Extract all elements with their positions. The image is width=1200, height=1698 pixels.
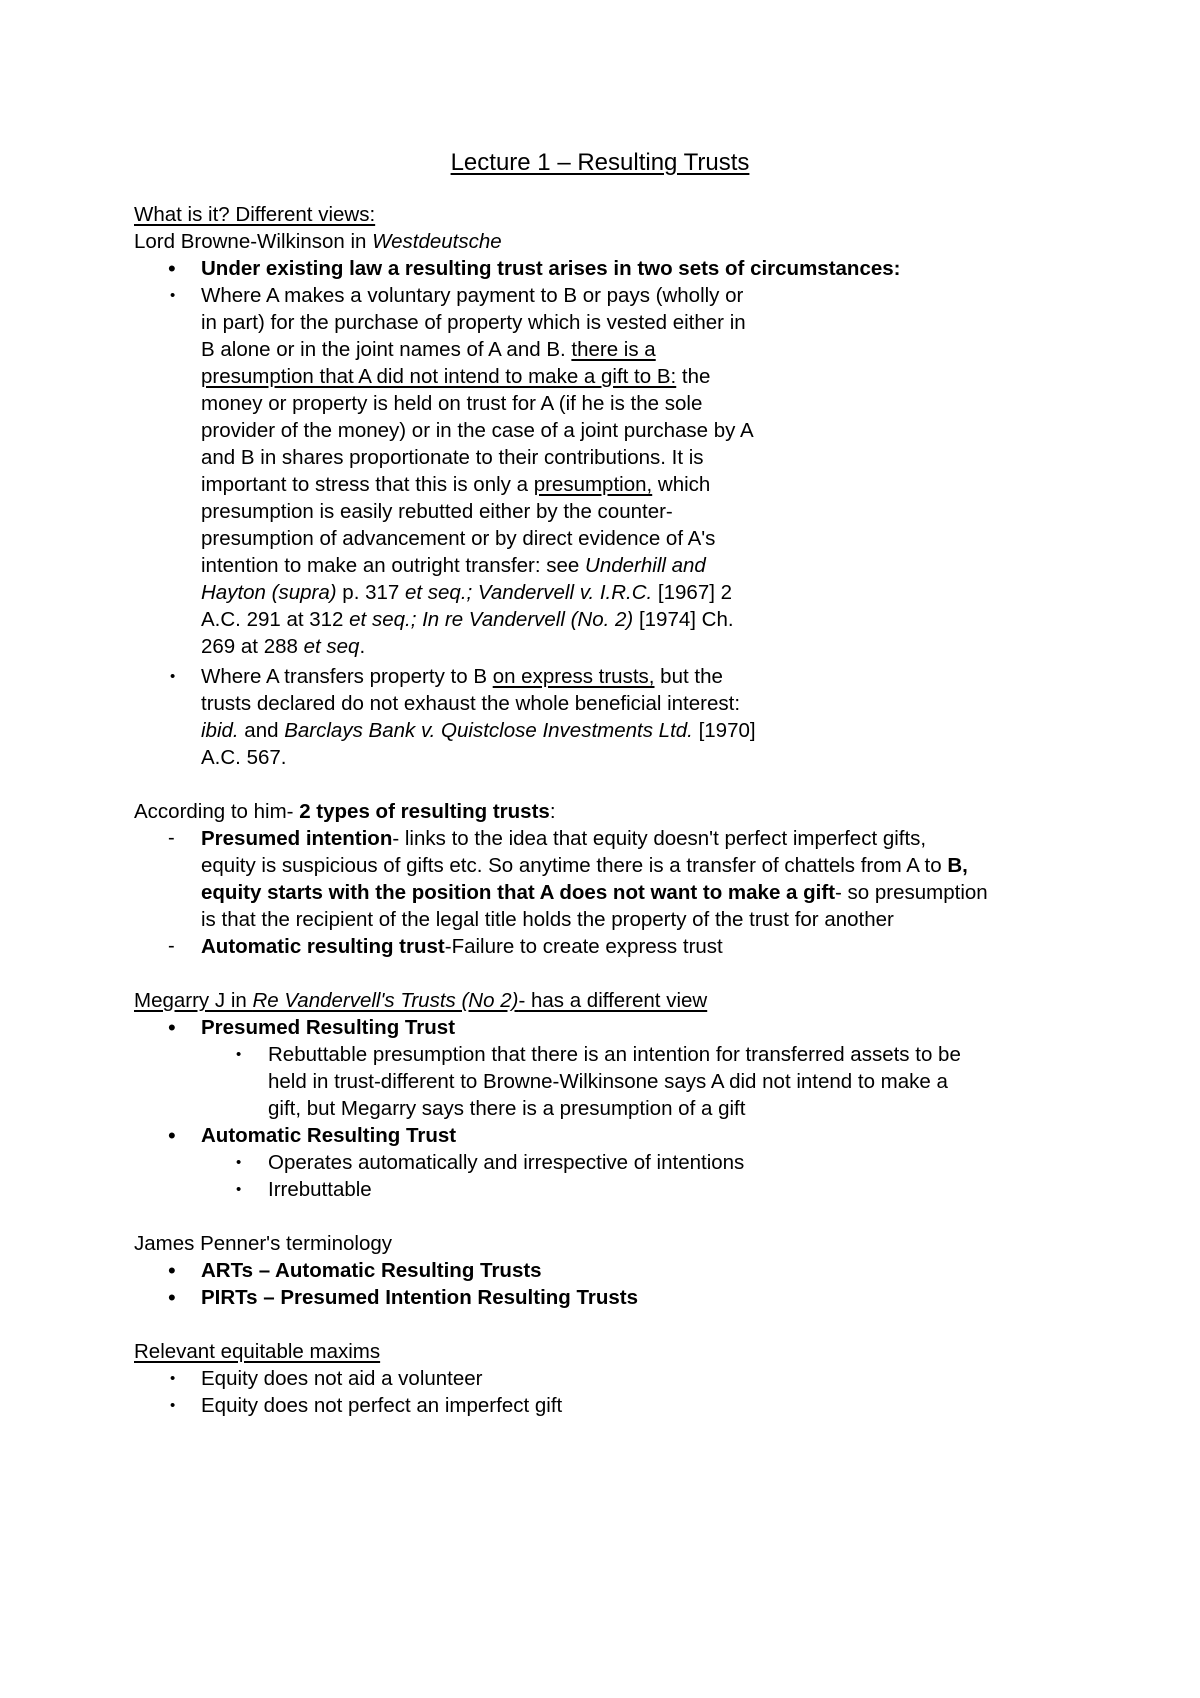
bullet-item: PIRTs – Presumed Intention Resulting Trusts	[201, 1286, 639, 1309]
small-bullet-icon: •	[236, 1181, 242, 1198]
section-heading-penner: James Penner's terminology	[134, 1232, 393, 1255]
text-line: in part) for the purchase of property which is vested either in	[201, 311, 746, 334]
text-line: intention to make an outright transfer: see Underhill and	[201, 554, 706, 577]
section-heading-megarry: Megarry J in Re Vandervell's Trusts (No 2)- has a different view	[134, 989, 708, 1012]
according-to-him-line: According to him- 2 types of resulting trusts:	[134, 800, 556, 823]
text-line: Operates automatically and irrespective of intentions	[268, 1151, 745, 1174]
text-line: gift, but Megarry says there is a presumption of a gift	[268, 1097, 746, 1120]
bullet-icon: •	[168, 1285, 176, 1310]
section-heading-maxims: Relevant equitable maxims	[134, 1340, 381, 1363]
small-bullet-icon: •	[170, 1370, 176, 1387]
bullet-icon: •	[168, 1123, 176, 1148]
case-name: Westdeutsche	[372, 230, 502, 253]
text-line: Rebuttable presumption that there is an intention for transferred assets to be	[268, 1043, 961, 1066]
text-line: provider of the money) or in the case of a joint purchase by A	[201, 419, 754, 442]
text-line: presumption that A did not intend to make a gift to B: the	[201, 365, 711, 388]
text-line: 269 at 288 et seq.	[201, 635, 366, 658]
bullet-item: Presumed Resulting Trust	[201, 1016, 456, 1039]
small-bullet-icon: •	[170, 1397, 176, 1414]
section-heading-what-is-it: What is it? Different views:	[134, 203, 376, 226]
text-line: trusts declared do not exhaust the whole beneficial interest:	[201, 692, 741, 715]
text-line: A.C. 291 at 312 et seq.; In re Vandervell (No. 2) [1974] Ch.	[201, 608, 734, 631]
text-line: A.C. 567.	[201, 746, 287, 769]
text-line: ibid. and Barclays Bank v. Quistclose Investments Ltd. [1970]	[201, 719, 756, 742]
text-line: presumption is easily rebutted either by the counter-	[201, 500, 673, 523]
small-bullet-icon: •	[170, 668, 176, 685]
bullet-icon: •	[168, 1015, 176, 1040]
text-line: Where A transfers property to B on express trusts, but the	[201, 665, 723, 688]
text-line: B alone or in the joint names of A and B. there is a	[201, 338, 656, 361]
small-bullet-icon: •	[236, 1154, 242, 1171]
browne-wilkinson-line: Lord Browne-Wilkinson in Westdeutsche	[134, 230, 502, 253]
text-line: Irrebuttable	[268, 1178, 372, 1201]
dash-icon: -	[168, 827, 175, 849]
text-line: held in trust-different to Browne-Wilkinsone says A did not intend to make a	[268, 1070, 948, 1093]
bullet-item: Under existing law a resulting trust arises in two sets of circumstances:	[201, 257, 901, 280]
page-title: Lecture 1 – Resulting Trusts	[450, 149, 750, 176]
text-line: presumption of advancement or by direct evidence of A's	[201, 527, 716, 550]
bullet-item: Equity does not aid a volunteer	[201, 1367, 483, 1390]
text-line: equity starts with the position that A does not want to make a gift- so presumption	[201, 881, 988, 904]
text-line: equity is suspicious of gifts etc. So anytime there is a transfer of chattels from A to B,	[201, 854, 968, 877]
bullet-item: ARTs – Automatic Resulting Trusts	[201, 1259, 542, 1282]
text-line: Automatic resulting trust-Failure to create express trust	[201, 935, 723, 958]
text-line: Presumed intention- links to the idea that equity doesn't perfect imperfect gifts,	[201, 827, 927, 850]
bullet-item: Automatic Resulting Trust	[201, 1124, 457, 1147]
text-line: money or property is held on trust for A (if he is the sole	[201, 392, 703, 415]
small-bullet-icon: •	[170, 287, 176, 304]
text-line: Where A makes a voluntary payment to B or pays (wholly or	[201, 284, 744, 307]
text-line: and B in shares proportionate to their contributions. It is	[201, 446, 704, 469]
text-line: important to stress that this is only a presumption, which	[201, 473, 711, 496]
small-bullet-icon: •	[236, 1046, 242, 1063]
bullet-item: Equity does not perfect an imperfect gift	[201, 1394, 563, 1417]
bullet-icon: •	[168, 1258, 176, 1283]
text-line: is that the recipient of the legal title holds the property of the trust for another	[201, 908, 894, 931]
bullet-icon: •	[168, 256, 176, 281]
dash-icon: -	[168, 935, 175, 957]
text-line: Hayton (supra) p. 317 et seq.; Vandervell v. I.R.C. [1967] 2	[201, 581, 733, 604]
